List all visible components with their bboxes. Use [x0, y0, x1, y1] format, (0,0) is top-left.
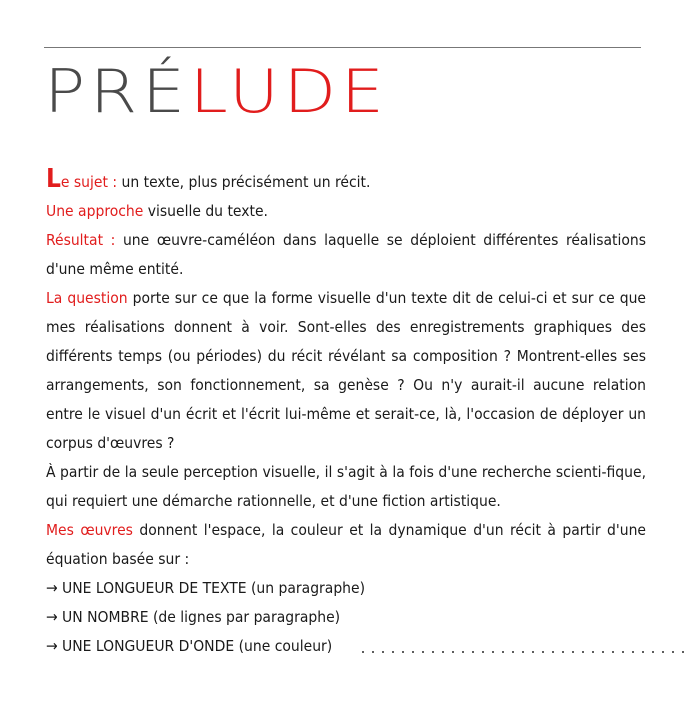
paragraph-text: un texte, plus précisément un récit.	[117, 173, 371, 191]
lead-result: Résultat :	[46, 231, 116, 249]
paragraph-text: porte sur ce que la forme visuelle d'un texte dit de celui-ci et sur ce que mes réalisations donnent à voir. Sont-elles des enregistrements graphiques des différents temps (ou périodes) du récit révélant sa composition ? Montrent-elles ses arrangements, son fonctionnement, sa genèse ? Ou n'y aurait-il aucune relation entre le visuel d'un écrit et l'écrit lui-même et serait-ce, là, l'occasion de déployer un corpus d'œuvres ?	[46, 289, 646, 452]
paragraph-text: une œuvre-caméléon dans laquelle se déploient différentes réalisations d'une même entité.	[46, 231, 646, 278]
page-title	[44, 57, 389, 127]
list-item-text: UNE LONGUEUR DE TEXTE (un paragraphe)	[62, 579, 366, 597]
paragraph-text: À partir de la seule perception visuelle, il s'agit à la fois d'une recherche scienti-fique, qui requiert une démarche rationnelle, et d'une fiction artistique.	[46, 463, 646, 510]
paragraph-question	[46, 284, 646, 458]
paragraph-approach	[46, 197, 646, 226]
body-text	[46, 164, 646, 661]
lead-question: La question	[46, 289, 128, 307]
paragraph-works	[46, 516, 646, 574]
lead-approach: Une approche	[46, 202, 144, 220]
top-rule	[44, 47, 641, 48]
list-item	[46, 632, 646, 661]
arrow-right-icon: →	[46, 608, 58, 626]
list-item	[46, 603, 646, 632]
dotted-leader	[358, 651, 688, 653]
paragraph-result	[46, 226, 646, 284]
title-part-gray: PRÉ	[44, 57, 190, 127]
paragraph-perception	[46, 458, 646, 516]
title-part-red: LUDE	[189, 57, 389, 127]
paragraph-subject	[46, 164, 646, 197]
arrow-right-icon: →	[46, 637, 58, 655]
lead-subject: e sujet :	[60, 173, 118, 191]
list-item	[46, 574, 646, 603]
list-item-text: UN NOMBRE (de lignes par paragraphe)	[62, 608, 341, 626]
arrow-right-icon: →	[46, 579, 58, 597]
list-item-text: UNE LONGUEUR D'ONDE (une couleur)	[62, 637, 333, 655]
paragraph-text: donnent l'espace, la couleur et la dynamique d'un récit à partir d'une équation basée sur :	[46, 521, 646, 568]
drop-cap: L	[46, 164, 61, 194]
lead-works: Mes œuvres	[46, 521, 133, 539]
equation-list	[46, 574, 646, 661]
paragraph-text: visuelle du texte.	[143, 202, 268, 220]
